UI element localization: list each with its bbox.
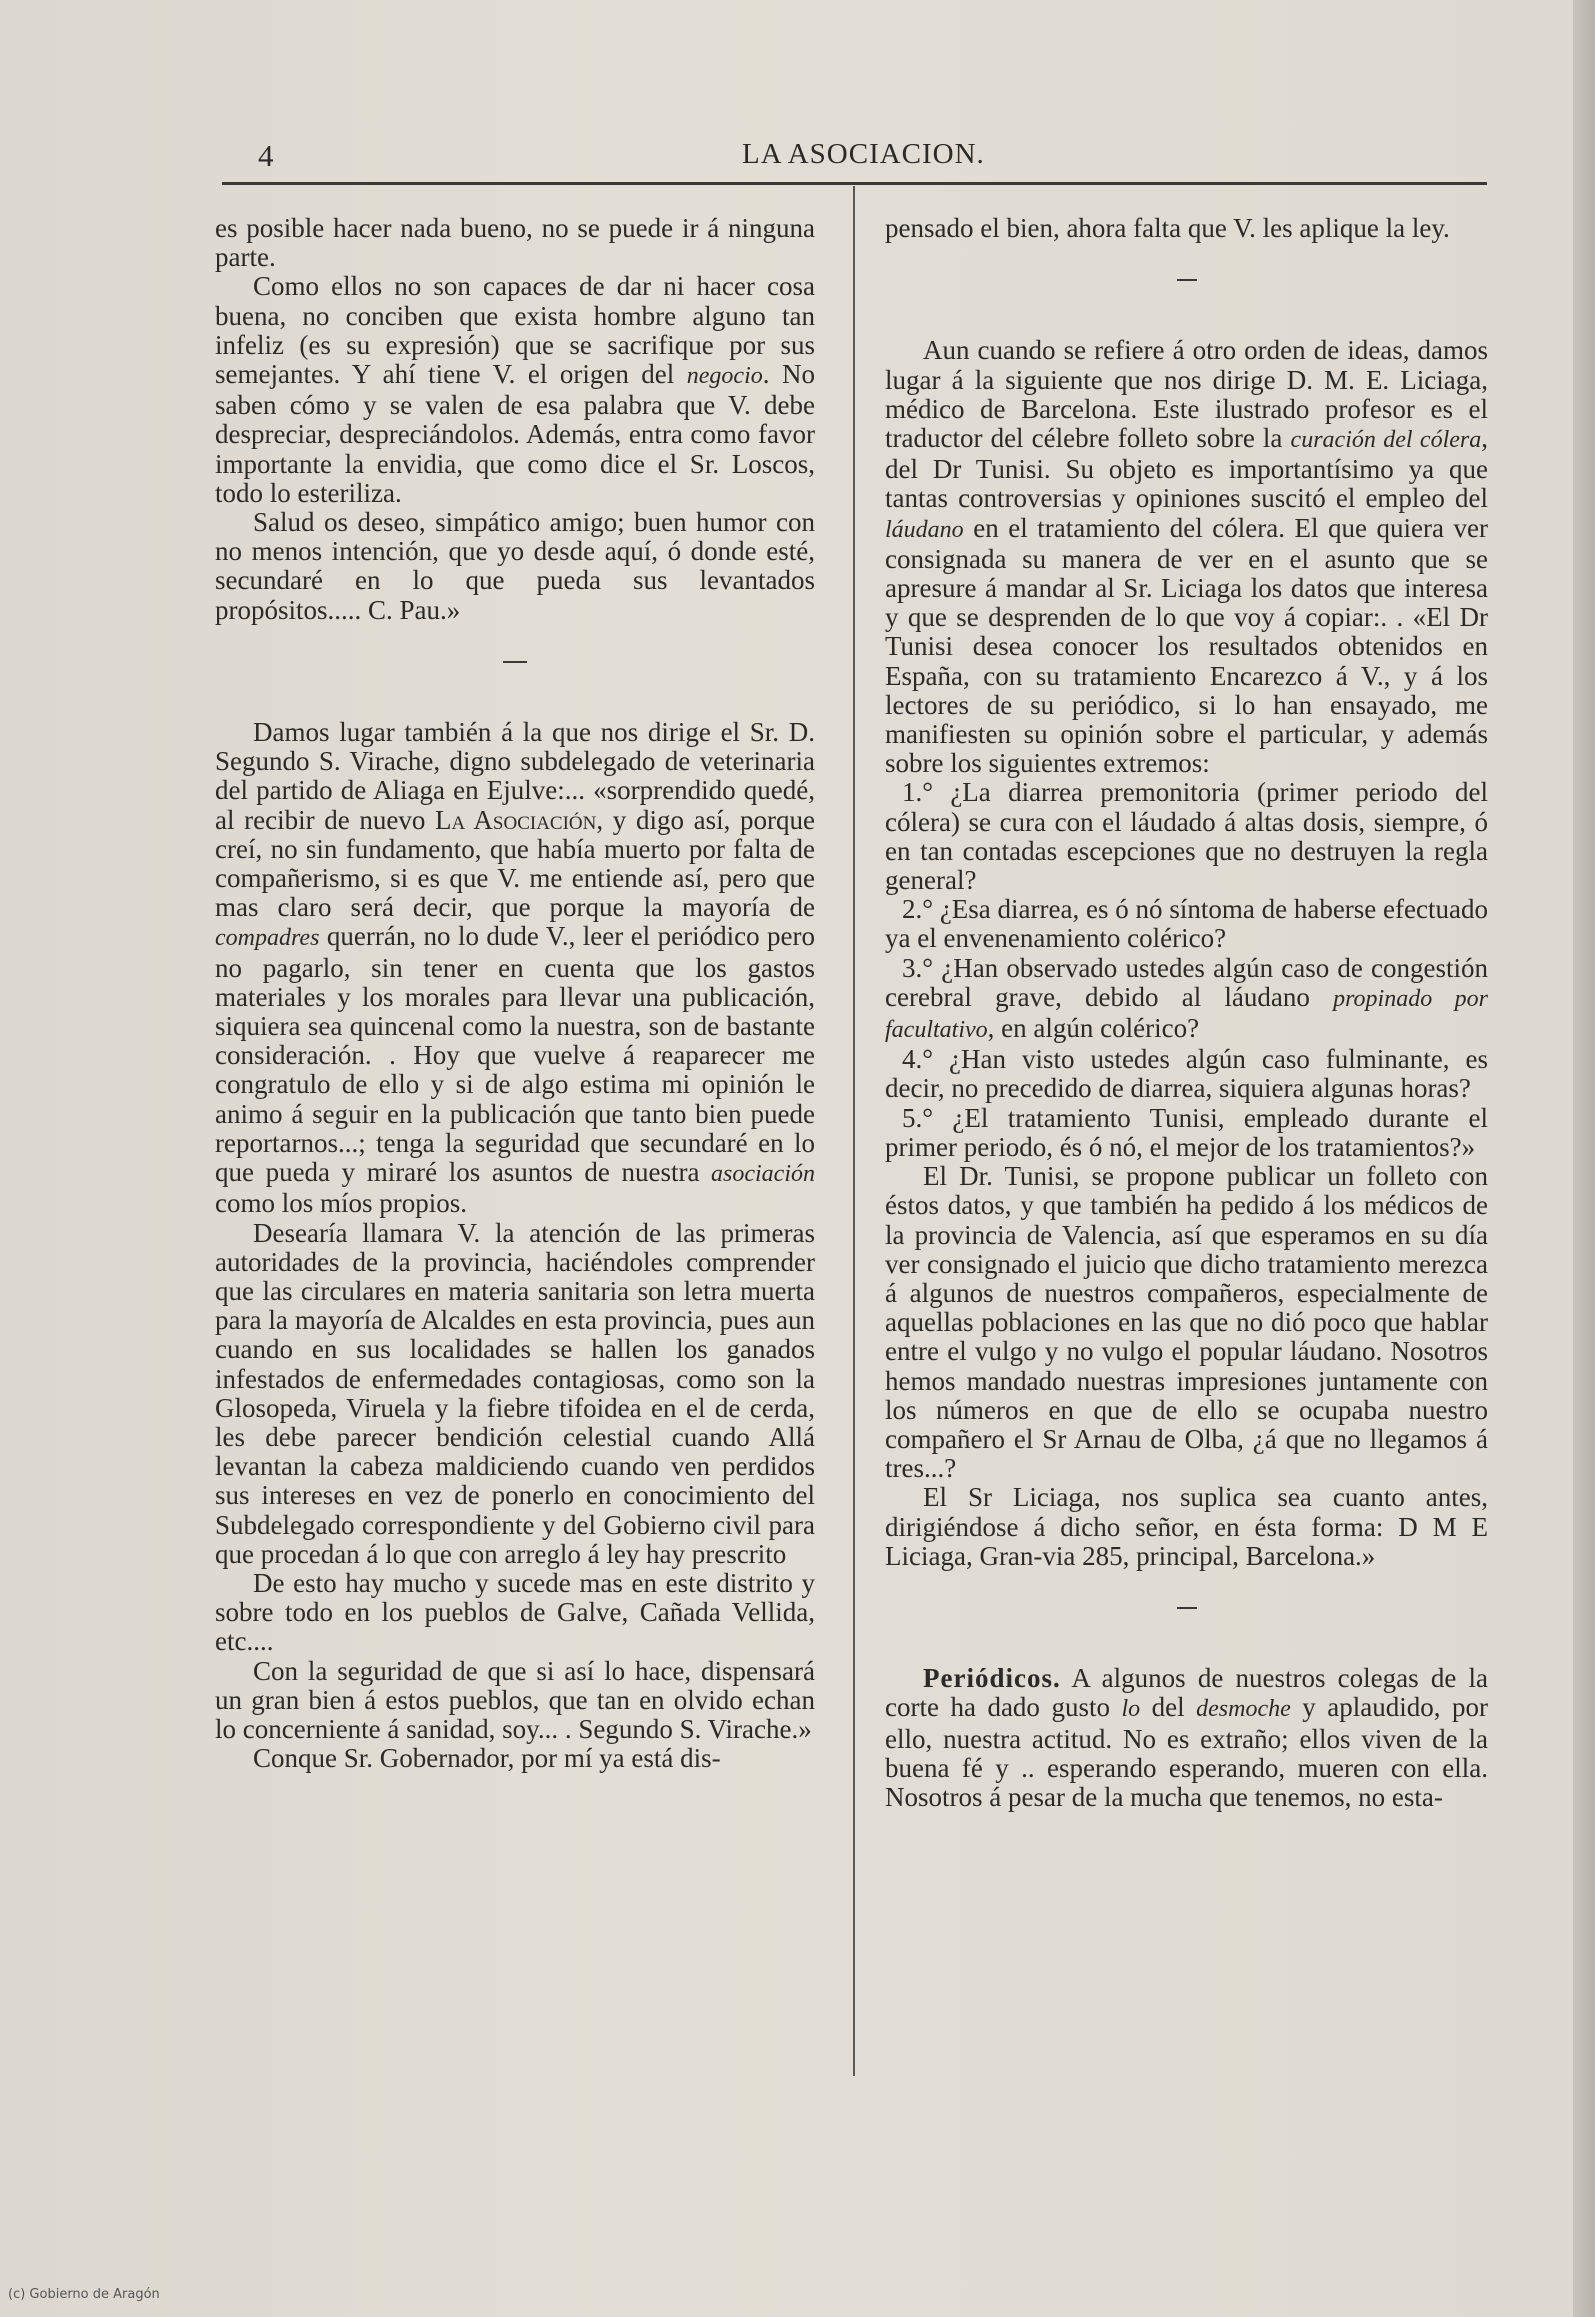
section-separator xyxy=(215,645,815,674)
question-item: 4.° ¿Han visto ustedes algún caso fulminante, es decir, no precedido de diarrea, siquiera algunas horas? xyxy=(885,1044,1488,1104)
copyright-credit: (c) Gobierno de Aragón xyxy=(8,2287,160,2302)
section-separator xyxy=(885,1591,1488,1620)
paragraph: Conque Sr. Gobernador, por mí ya está dis- xyxy=(253,1743,721,1774)
section-separator xyxy=(885,263,1488,292)
left-column xyxy=(215,214,815,1773)
header-rule xyxy=(222,182,1487,185)
question-item: 5.° ¿El tratamiento Tunisi, empleado durante el primer periodo, és ó nó, el mejor de los tratamientos?» xyxy=(885,1102,1488,1162)
paragraph: es posible hacer nada bueno, no se puede ir á ninguna parte. xyxy=(215,213,815,273)
paragraph: Desearía llamara V. la atención de las primeras autoridades de la provincia, haciéndoles comprender que las circulares en materia sanitaria son letra muerta para la mayoría de Alcaldes en esta provincia, pues aun cuando en sus localidades se hallen los ganados infestados de enfermedades contagiosas, como son la Glosopeda, Viruela y la fiebre tifoidea en el de cerda, les debe parecer bendición celestial cuando Allá levantan la cabeza maldiciendo cuando ven perdidos sus intereses en vez de ponerlo en conocimiento del Subdelegado correspondiente y del Gobierno civil para que procedan á lo que con arreglo á ley hay prescrito xyxy=(215,1217,815,1569)
page-number: 4 xyxy=(258,138,275,173)
paragraph: Aun cuando se refiere á otro orden de ideas, damos lugar á la siguiente que nos dirige D. M. E. Liciaga, médico de Barcelona. Este ilustrado profesor es el traductor del célebre folleto sobre la curación del cólera, del Dr Tunisi. Su objeto es importantísimo ya que tantas controversias y opiniones suscitó el empleo del láudano en el tratamiento del cólera. El que quiera ver consignada su manera de ver en el asunto que se apresure á mandar al Sr. Liciaga los datos que interesa y que se desprenden de lo que voy á copiar:. . «El Dr Tunisi desea conocer los resultados obtenidos en España, con su tratamiento Encarezco á V., y á los lectores de su periódico, si lo han ensayado, me manifiesten su opinión sobre el particular, y además sobre los siguientes extremos: xyxy=(885,335,1488,779)
paragraph: El Dr. Tunisi, se propone publicar un folleto con éstos datos, y que también ha pedido á los médicos de la provincia de Valencia, así que esperamos en su día ver consignado el juicio que dicho tratamiento merezca á algunos de nuestros compañeros, especialmente de aquellas poblaciones en las que no dió poco que hablar entre el vulgo y no vulgo el popular láudano. Nosotros hemos mandado nuestras impresiones juntamente con los números en que de ello se ocupaba nuestro compañero el Sr Arnau de Olba, ¿á que no llegamos á tres...? xyxy=(885,1161,1488,1484)
column-divider xyxy=(853,186,855,2076)
paragraph: Como ellos no son capaces de dar ni hacer cosa buena, no conciben que exista hombre alguno tan infeliz (es su expresión) que se sacrifique por sus semejantes. Y ahí tiene V. el origen del negocio. No saben cómo y se valen de esa palabra que V. debe despreciar, despreciándolos. Además, entra como favor importante la envidia, que como dice el Sr. Loscos, todo lo esteriliza. xyxy=(215,271,816,508)
question-item: 2.° ¿Esa diarrea, es ó nó síntoma de haberse efectuado ya el envenenamiento colérico? xyxy=(885,894,1488,954)
paragraph: Periódicos. A algunos de nuestros colegas de la corte ha dado gusto lo del desmoche y aplaudido, por ello, nuestra actitud. No es extraño; ellos viven de la buena fé y .. esperando esperando, mueren con ella. Nosotros á pesar de la mucha que tenemos, no esta- xyxy=(885,1663,1488,1812)
paragraph: Salud os deseo, simpático amigo; buen humor con no menos intención, que yo desde aquí, ó donde esté, secundaré en lo que pueda sus levantados propósitos..... C. Pau.» xyxy=(215,507,815,625)
page-edge xyxy=(1573,0,1595,2317)
right-column xyxy=(885,214,1488,1812)
newspaper-title: LA ASOCIACION. xyxy=(742,138,985,170)
paragraph: El Sr Liciaga, nos suplica sea cuanto antes, dirigiéndose á dicho señor, en ésta forma: D M E Liciaga, Gran-via 285, principal, Barcelona.» xyxy=(885,1482,1488,1571)
question-item: 1.° ¿La diarrea premonitoria (primer periodo del cólera) se cura con el láudado á altas dosis, siempre, ó en tan contadas escepciones que no destruyen la regla general? xyxy=(885,777,1488,896)
paragraph: De esto hay mucho y sucede mas en este distrito y sobre todo en los pueblos de Galve, Cañada Vellida, etc.... xyxy=(215,1567,815,1657)
paragraph: pensado el bien, ahora falta que V. les aplique la ley. xyxy=(885,213,1450,243)
paragraph: Damos lugar también á la que nos dirige el Sr. D. Segundo S. Virache, digno subdelegado de veterinaria del partido de Aliaga en Ejulve:... «sorprendido quedé, al recibir de nuevo La Asociación, y digo así, porque creí, no sin fundamento, que había muerto por falta de compañerismo, si es que V. me entiende así, pero que mas claro será decir, que porque la mayoría de compadres querrán, no lo dude V., leer el periódico pero no pagarlo, sin tener en cuenta que los gastos materiales y los morales para llevar una publicación, siquiera sea quincenal como la nuestra, son de bastante consideración. . Hoy que vuelve á reaparecer me congratulo de ello y si de algo estima mi opinión le animo á seguir en la publicación que tanto bien puede reportarnos...; tenga la seguridad que secundaré en lo que pueda y miraré los asuntos de nuestra asociación como los míos propios. xyxy=(215,717,815,1219)
question-item: 3.° ¿Han observado ustedes algún caso de congestión cerebral grave, debido al láudano propinado por facultativo, en algún colérico? xyxy=(885,952,1488,1044)
page-header xyxy=(222,128,1487,180)
paragraph: Con la seguridad de que si así lo hace, dispensará un gran bien á estos pueblos, que tan en olvido echan lo concerniente á sanidad, soy... . Segundo S. Virache.» xyxy=(215,1655,815,1744)
